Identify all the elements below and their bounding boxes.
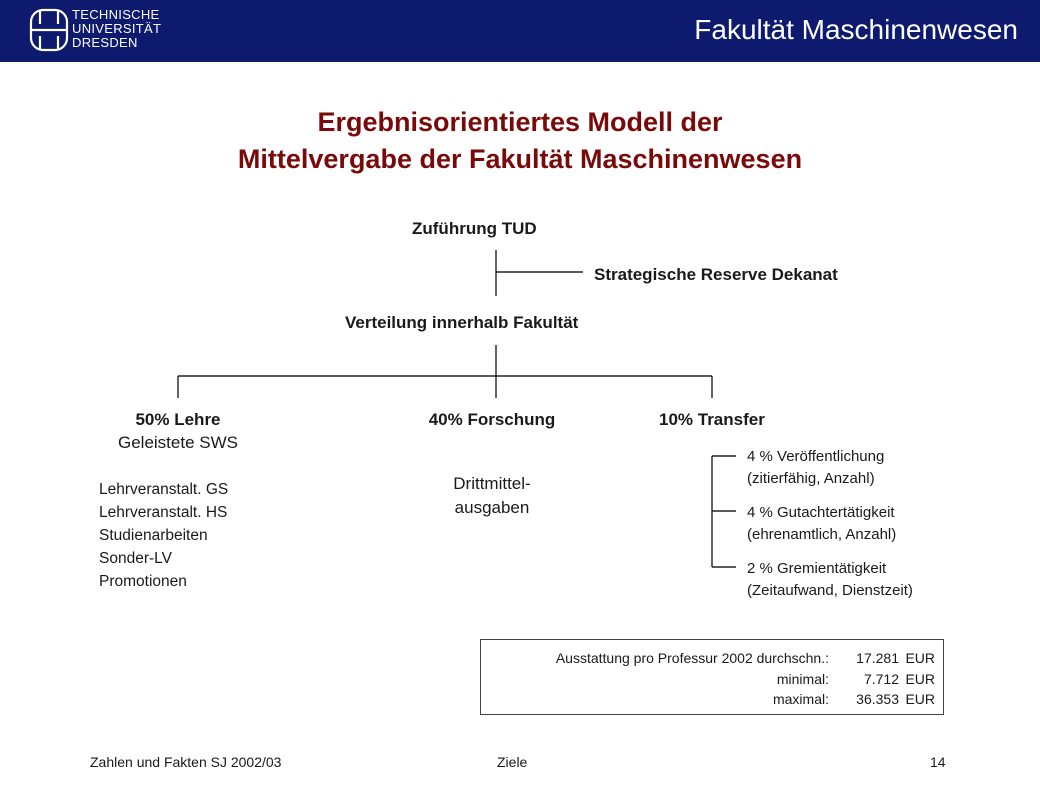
transfer-item [747, 502, 896, 546]
lehre-items [99, 478, 228, 593]
lehre-subtitle: Geleistete SWS [118, 433, 238, 452]
lehre-item: Promotionen [99, 573, 187, 590]
logo-line: UNIVERSITÄT [72, 21, 162, 36]
transfer-item-line: (zitierfähig, Anzahl) [747, 470, 875, 487]
forschung-items [392, 472, 592, 520]
lehre-item: Lehrveranstalt. GS [99, 481, 229, 498]
funding-infobox [480, 639, 944, 715]
title-line-1: Ergebnisorientiertes Modell der [317, 107, 723, 137]
infobox-value: 7.712 [863, 671, 899, 687]
infobox-unit: EUR [905, 650, 935, 666]
transfer-item-line: 2 % Gremientätigkeit [747, 560, 887, 577]
source-node: Zuführung TUD [412, 219, 537, 238]
infobox-unit: EUR [905, 671, 935, 687]
logo-line: TECHNISCHE [72, 7, 160, 22]
lehre-item: Studienarbeiten [99, 527, 208, 544]
infobox-label: Ausstattung pro Professur 2002 durchschn.: [555, 650, 829, 666]
transfer-item-line: 4 % Gutachtertätigkeit [747, 504, 895, 521]
logo-line: DRESDEN [72, 35, 138, 50]
infobox-unit: EUR [905, 691, 935, 707]
transfer-item-line: (ehrenamtlich, Anzahl) [747, 526, 897, 543]
transfer-title: 10% Transfer [659, 410, 765, 429]
infobox-value: 17.281 [856, 650, 899, 666]
faculty-name: Fakultät Maschinenwesen [694, 14, 1018, 45]
infobox-row [483, 648, 943, 668]
infobox-value: 36.353 [856, 691, 899, 707]
transfer-item-line: 4 % Veröffentlichung [747, 448, 885, 465]
lehre-item: Sonder-LV [99, 550, 172, 567]
footer-center: Ziele [497, 754, 528, 770]
page-number: 14 [930, 754, 946, 770]
transfer-item-line: (Zeitaufwand, Dienstzeit) [747, 582, 913, 599]
lehre-title: 50% Lehre [135, 410, 221, 429]
reserve-node: Strategische Reserve Dekanat [594, 265, 838, 284]
infobox-row [483, 669, 943, 689]
infobox-row [483, 689, 943, 709]
distribution-node: Verteilung innerhalb Fakultät [345, 313, 579, 332]
infobox-label: maximal: [772, 691, 829, 707]
forschung-item: ausgaben [454, 498, 530, 517]
forschung-item: Drittmittel- [453, 474, 531, 493]
footer-left: Zahlen und Fakten SJ 2002/03 [90, 754, 282, 770]
forschung-title: 40% Forschung [428, 410, 556, 429]
lehre-item: Lehrveranstalt. HS [99, 504, 228, 521]
infobox-label: minimal: [776, 671, 829, 687]
transfer-item [747, 446, 884, 490]
transfer-item [747, 558, 913, 602]
title-line-2: Mittelvergabe der Fakultät Maschinenwesen [237, 144, 803, 174]
